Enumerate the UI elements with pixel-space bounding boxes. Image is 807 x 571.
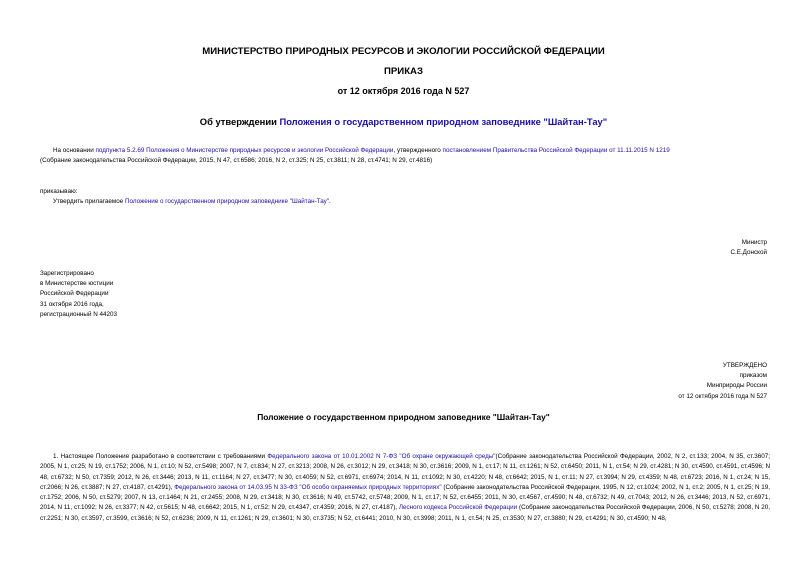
regulation-paragraph-1 (40, 452, 770, 524)
preamble-link-decree[interactable]: постановлением Правительства Российской Федерации от 11.11.2015 N 1219 (442, 147, 670, 154)
order-text-suffix: . (329, 198, 331, 205)
registration-line: Российской Федерации (40, 290, 109, 298)
preamble-link-regulation[interactable]: подпункта 5.2.69 Положения о Министерстве природных ресурсов и экологии Российской Федерации (95, 147, 394, 154)
regulation-title: Положение о государственном природном заповеднике "Шайтан-Тау" (257, 412, 550, 422)
approved-line: приказом (739, 372, 767, 380)
signature-position: Министр (741, 239, 767, 246)
preamble-paragraph (40, 146, 770, 166)
ministry-title: МИНИСТЕРСТВО ПРИРОДНЫХ РЕСУРСОВ И ЭКОЛОГИИ РОССИЙСКОЙ ФЕДЕРАЦИИ (202, 46, 605, 57)
preamble-mid: , утвержденного (393, 147, 443, 154)
approved-line: от 12 октября 2016 года N 527 (678, 392, 767, 400)
approved-block (678, 361, 767, 402)
registration-block (40, 269, 117, 320)
preamble-tail: (Собрание законодательства Российской Федерации, 2015, N 47, ст.6586; 2016, N 2, ст.325; N 25, ст.3811; N 28, ст.4741; N 29, ст.4816) (40, 157, 433, 165)
subject-link[interactable]: Положения о государственном природном заповеднике "Шайтан-Тау" (279, 116, 608, 127)
signature-name: С.Е.Донской (730, 249, 767, 257)
order-text (53, 197, 331, 207)
document-type: ПРИКАЗ (384, 66, 423, 77)
approved-line: УТВЕРЖДЕНО (722, 362, 767, 369)
p1-text-b: (Собрание законодательства Российской Федерации, 2002, N 2, ст.133; 2004, N 35, ст.3607; 2005, N 1, ст.25; N 19, ст.1752; 2006, N 1, ст.10; N 52, ст.5498; 2007, N 7, ст.834; N 27, ст.3213; 2008, N 26, ст.3012; N 29, ст.3418; N 30, ст.3616; 2009, N 1, ст.17; N 11, ст.1261; N 52, ст.6450; 2011, N 1, ст.54; N 29, ст.4281; N 30, ст.4590, ст.4591, ст.4596; N 48, ст.6732; N 50, ст.7359; 2012, N 26, ст.3446; 2013, N 11, ст.1164; N 27, ст.3477; N 30, ст.4059; N 52, ст.6971, ст.6974; 2014, N 11, ст.1092; N 30, ст.4220; N 48, ст.6642; 2015, N 1, ст.11; N 27, ст.3994; N 29, ст.4359; N 48, ст.6723; 2016, N 1, ст.24; N 15, ст.2066; N 26, ст.3887; N 27, ст.4187, ст.4291), (40, 453, 770, 491)
registration-line: 31 октября 2016 года, (40, 300, 104, 308)
subject-prefix: Об утверждении (199, 116, 280, 127)
registration-line: Зарегистрировано (40, 270, 94, 277)
registration-line: в Министерстве юстиции (40, 280, 114, 288)
p1-text-c: (Собрание законодательства Российской Федерации, 1995, N 12, ст.1024; 2002, N 1, ст.2; 2005, N 1, ст.25; N 19, ст.1752; 2006, N 50, ст.5279; 2007, N 13, ст.1464; N 21, ст.2455; 2008, N 29, ст.3418; N 30, ст.3616; N 49, ст.5742, ст.5748; 2009, N 1, ст.17; N 52, ст.6455; 2011, N 30, ст.4567, ст.4590; N 48, ст.6732; N 49, ст.7043; 2012, N 26, ст.3446; 2013, N 52, ст.6971, 2014, N 11, ст.1092; N 26, ст.3377; N 42, ст.5615; N 48, ст.6642; 2015, N 1, ст.52; N 29, ст.4347, ст.4359; 2016, N 27, ст.4187), (40, 483, 771, 512)
order-verb: приказываю: (40, 188, 78, 195)
signature-block (730, 238, 767, 258)
p1-link-protected-areas-law[interactable]: Федерального закона от 14.03.95 N 33-ФЗ "Об особо охраняемых природных территориях" (174, 483, 442, 491)
document-date-number: от 12 октября 2016 года N 527 (337, 86, 470, 96)
p1-link-forest-code[interactable]: Лесного кодекса Российской Федерации (398, 504, 518, 512)
p1-text-a: 1. Настоящее Положение разработано в соответствии с требованиями (53, 453, 268, 460)
document-subject (0, 116, 807, 127)
order-text-prefix: Утвердить прилагаемое (53, 198, 125, 205)
p1-text-d: (Собрание законодательства Российской Федерации, 2006, N 50, ст.5278; 2008, N 20, ст.2251; N 30, ст.3597, ст.3599, ст.3616; N 52, ст.6236; 2009, N 11, ст.1261; N 29, ст.3601; N 30, ст.3735; N 52, ст.6441; 2010, N 30, ст.3998; 2011, N 1, ст.54; N 25, ст.3530; N 27, ст.3880; N 29, ст.4291; N 30, ст.4590; N 48, (40, 504, 770, 522)
preamble-lead: На основании (53, 147, 96, 154)
order-text-link[interactable]: Положение о государственном природном заповеднике "Шайтан-Тау" (124, 198, 330, 205)
approved-line: Минприроды России (706, 382, 767, 390)
registration-line: регистрационный N 44203 (40, 310, 118, 318)
p1-link-environment-law[interactable]: Федерального закона от 10.01.2002 N 7-ФЗ "Об охране окружающей среды" (267, 453, 496, 460)
